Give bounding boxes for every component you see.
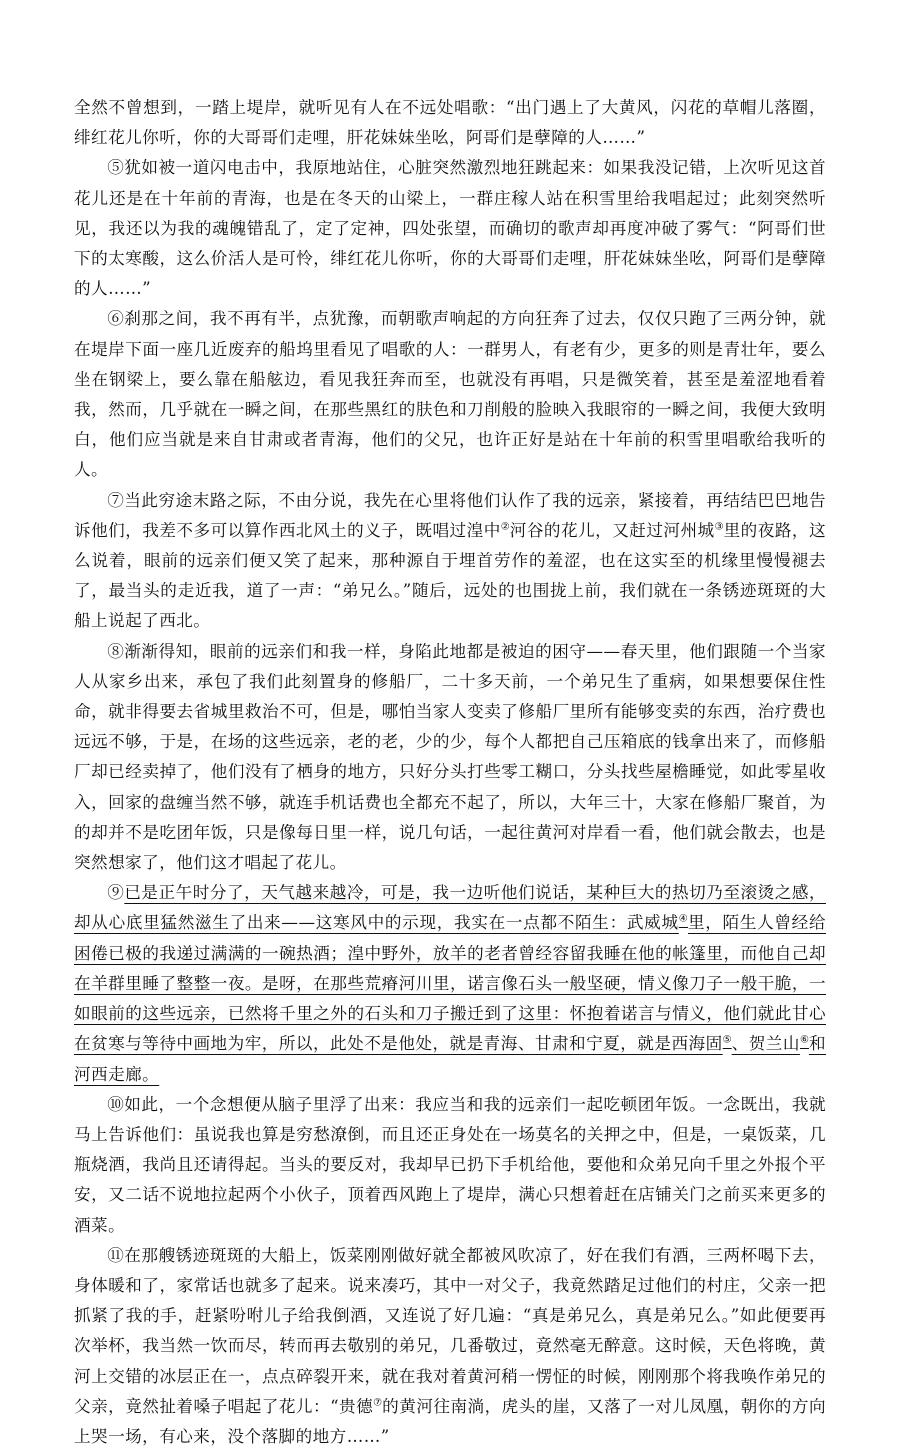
paragraph-text: 的黄河往南淌，虎头的崖，又落了一对儿凤凰，朝你的方向上哭一场，有心来，没个落脚的地方……” bbox=[74, 1396, 826, 1446]
paragraph-text: 河谷的花儿，又赶过河州城 bbox=[509, 520, 715, 540]
footnote-marker: ⑥ bbox=[799, 1034, 809, 1046]
paragraph-11 bbox=[74, 1241, 826, 1452]
footnote-marker: ③ bbox=[714, 521, 724, 533]
paragraph-9 bbox=[74, 878, 826, 1089]
paragraph-6 bbox=[74, 304, 826, 485]
paragraph-8 bbox=[74, 637, 826, 879]
paragraph-text: ⑧渐渐得知，眼前的远亲们和我一样，身陷此地都是被迫的困守——春天里，他们跟随一个当家人从家乡出来，承包了我们此刻置身的修船厂，二十多天前，一个弟兄生了重病，如果想要保住性命，就非得要去省城里救治不可，但是，哪怕当家人变卖了修船厂里所有能够变卖的东西，治疗费也远远不够，于是，在场的这些远亲，老的老，少的少，每个人都把自己压箱底的钱拿出来了，而修船厂却已经卖掉了，他们没有了栖身的地方，只好分头打些零工糊口，分头找些屋檐睡觉，如此零星收入，回家的盘缠当然不够，就连手机话费也全都充不起了，所以，大年三十，大家在修船厂聚首，为的却并不是吃团年饭，只是像每日里一样，说几句话，一起往黄河对岸看一看，他们就会散去，也是突然想家了，他们这才唱起了花儿。 bbox=[74, 641, 826, 873]
underlined-passage: 、贺兰山 bbox=[731, 1034, 800, 1054]
paragraph-4-continuation bbox=[74, 93, 826, 153]
footnote-marker: ⑦ bbox=[373, 1397, 383, 1409]
paragraph-number: ⑨ bbox=[107, 883, 125, 903]
footnote-marker: ⑤ bbox=[722, 1034, 732, 1046]
paragraph-5 bbox=[74, 153, 826, 304]
underlined-passage: 里，陌生人曾经给困倦已极的我递过满满的一碗热酒；湟中野外，放羊的老者曾经容留我睡在他的帐篷里，而他自己却在羊群里睡了整整一夜。是呀，在那些荒瘠河川里，诺言像石头一般坚硬，情义像刀子一般干脆，一如眼前的这些远亲，已然将千里之外的石头和刀子搬迁到了这里：怀抱着诺言与情义，他们就此甘心在贫寒与等待中画地为牢，所以，此处不是他处，就是青海、甘肃和宁夏，就是西海固 bbox=[74, 913, 827, 1054]
paragraph-7 bbox=[74, 486, 826, 637]
underlined-passage: 已是正午时分了，天气越来越冷，可是，我一边听他们说话，某种巨大的热切乃至滚烫之感，却从心底里猛然滋生了出来——这寒风中的示现，我实在一点都不陌生：武威城 bbox=[74, 883, 826, 933]
paragraph-text: ⑦当此穷途末路之际，不由分说，我先在心里将他们认作了我的远亲，紧接着，再结结巴巴地告诉他们，我差不多可以算作西北风土的义子，既唱过湟中 bbox=[74, 490, 826, 540]
footnote-marker: ② bbox=[500, 521, 510, 533]
footnote-marker: ④ bbox=[678, 913, 688, 925]
underlined-passage: 和河西走廊。 bbox=[74, 1034, 826, 1084]
paragraph-text: ⑥刹那之间，我不再有半，点犹豫，而朝歌声响起的方向狂奔了过去，仅仅只跑了三两分钟，就在堤岸下面一座几近废弃的船坞里看见了唱歌的人：一群男人，有老有少，更多的则是青壮年，要么坐在钢梁上，要么靠在船舷边，看见我狂奔而至，也就没有再唱，只是微笑着，甚至是羞涩地看着我，然而，几乎就在一瞬之间，在那些黑红的肤色和刀削般的脸映入我眼帘的一瞬之间，我便大致明白，他们应当就是来自甘肃或者青海，他们的父兄，也许正好是站在十年前的积雪里唱歌给我听的人。 bbox=[74, 309, 826, 480]
paragraph-text: 全然不曾想到，一踏上堤岸，就听见有人在不远处唱歌：“出门遇上了大黄风，闪花的草帽儿落圈，绯红花儿你听，你的大哥哥们走哩，肝花妹妹坐吆，阿哥们是孽障的人……” bbox=[74, 98, 826, 148]
paragraph-text: ⑩如此，一个念想便从脑子里浮了出来：我应当和我的远亲们一起吃顿团年饭。一念既出，我就马上告诉他们：虽说我也算是穷愁潦倒，而且还正身处在一场莫名的关押之中，但是，一桌饭菜，几瓶烧酒，我尚且还请得起。当头的要反对，我却早已扔下手机给他，要他和众弟兄向千里之外报个平安，又二话不说地拉起两个小伙子，顶着西风跑上了堤岸，满心只想着赶在店铺关门之前买来更多的酒菜。 bbox=[74, 1094, 826, 1235]
paragraph-text: 里的夜路，这么说着，眼前的远亲们便又笑了起来，那种源自于埋首劳作的羞涩，也在这实至的机缘里慢慢褪去了，最当头的走近我，道了一声：“弟兄么。”随后，远处的也围拢上前，我们就在一条锈迹斑斑的大船上说起了西北。 bbox=[74, 520, 827, 631]
paragraph-10 bbox=[74, 1090, 826, 1241]
paragraph-text: ⑪在那艘锈迹斑斑的大船上，饭菜刚刚做好就全都被风吹凉了，好在我们有酒，三两杯喝下去，身体暖和了，家常话也就多了起来。说来凑巧，其中一对父子，我竟然踏足过他们的村庄，父亲一把抓紧了我的手，赶紧吩咐儿子给我倒酒，又连说了好几遍：“真是弟兄么，真是弟兄么。”如此便要再次举杯，我当然一饮而尽，转而再去敬别的弟兄，几番敬过，竟然毫无醉意。这时候，天色将晚，黄河上交错的冰层正在一，点点碎裂开来，就在我对着黄河稍一愣怔的时候，刚刚那个将我唤作弟兄的父亲，竟然扯着嗓子唱起了花儿：“贵德 bbox=[74, 1245, 826, 1416]
paragraph-text: ⑤犹如被一道闪电击中，我原地站住，心脏突然激烈地狂跳起来：如果我没记错，上次听见这首花儿还是在十年前的青海，也是在冬天的山梁上，一群庄稼人站在积雪里给我唱起过；此刻突然听见，我还以为我的魂魄错乱了，定了定神，四处张望，而确切的歌声却再度冲破了雾气：“阿哥们世下的太寒酸，这么价活人是可怜，绯红花儿你听，你的大哥哥们走哩，肝花妹妹坐吆，阿哥们是孽障的人……” bbox=[74, 158, 826, 299]
